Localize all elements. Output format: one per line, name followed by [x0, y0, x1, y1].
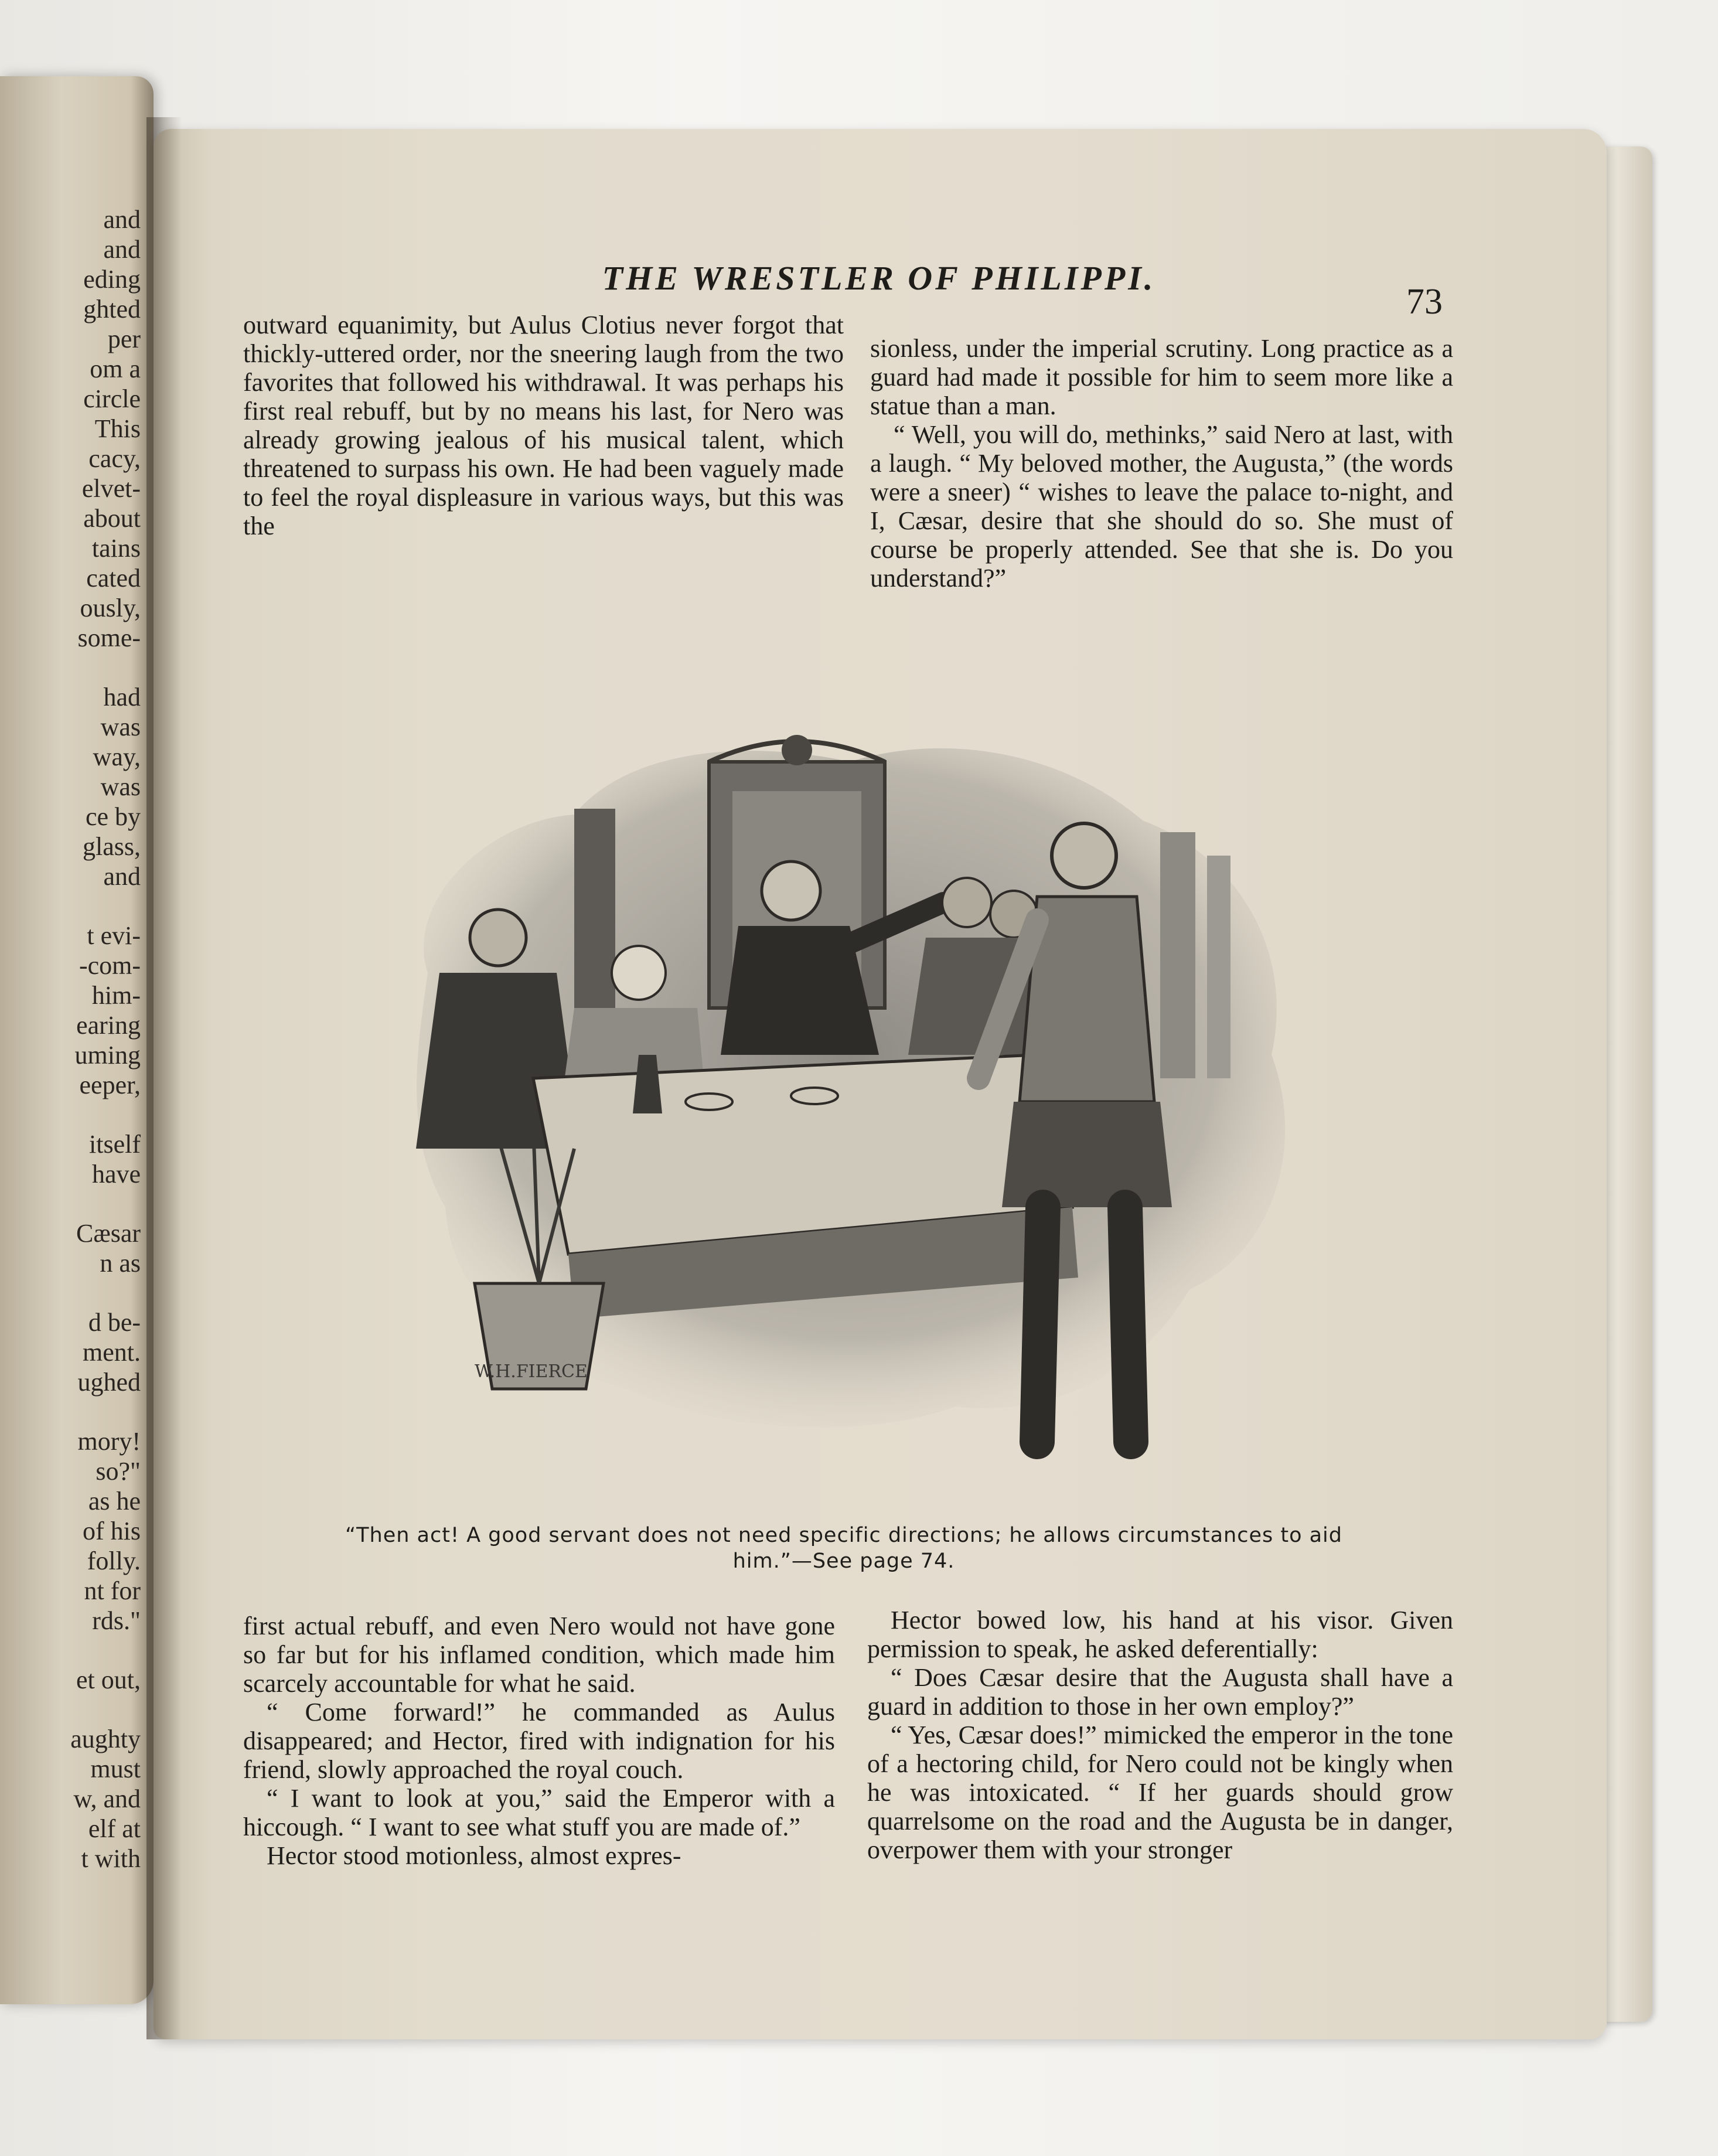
left-page-line: n as: [100, 1249, 141, 1278]
left-page-line: him-: [91, 981, 141, 1010]
left-page-line: ughed: [77, 1368, 141, 1397]
left-page-line: om a: [90, 355, 141, 383]
left-page-line: Cæsar: [76, 1219, 141, 1248]
left-page-line: way,: [93, 742, 141, 771]
left-page-line: -com-: [79, 951, 141, 980]
top-left-column: [243, 311, 844, 540]
left-page-line: d be-: [88, 1308, 141, 1337]
running-head: THE WRESTLER OF PHILIPPI.: [602, 259, 1156, 297]
left-page-line: tains: [91, 534, 141, 563]
left-page-line: as he: [88, 1487, 141, 1515]
left-page-line: uming: [74, 1041, 141, 1070]
left-page-line: must: [90, 1755, 141, 1783]
gutter-shadow: [146, 117, 182, 2039]
left-page-line: was: [100, 772, 141, 801]
left-page-line: about: [83, 504, 141, 533]
banquet-table: [533, 1055, 1078, 1319]
paragraph: “ I want to look at you,” said the Emperor with a hiccough. “ I want to see what stuff you are made of.”: [243, 1784, 835, 1841]
left-facing-page: [0, 76, 154, 2004]
left-page-line: elf at: [88, 1814, 141, 1843]
left-page-line: cated: [86, 564, 141, 592]
left-page-line: glass,: [83, 832, 141, 861]
paragraph: “ Well, you will do, methinks,” said Nero at last, with a laugh. “ My beloved mother, the Augusta,” (the words were a sneer) “ wishes to leave the palace to-night, and I, Cæsar, desire that she should do so. She must of course be properly attended. See that she is. Do you understand?”: [870, 420, 1453, 592]
left-page-line: ce by: [85, 802, 141, 831]
left-page-line: ment.: [83, 1338, 141, 1367]
left-page-line: rds.": [92, 1606, 141, 1635]
left-page-line: ghted: [83, 295, 141, 323]
illustration-caption: “Then act! A good servant does not need specific directions; he allows circumstances to aid him.”—See page 74.: [345, 1524, 1342, 1573]
left-page-line: cacy,: [88, 444, 141, 473]
left-page-line: and: [103, 205, 141, 234]
left-page-line: per: [107, 325, 141, 353]
left-page-line: folly.: [87, 1547, 141, 1575]
left-page-line: some-: [77, 624, 141, 652]
left-page-line: This: [94, 414, 141, 443]
paragraph: Hector stood motionless, almost expres-: [267, 1841, 681, 1870]
banquet-illustration: [381, 727, 1348, 1512]
left-page-line: had: [103, 683, 141, 711]
left-page-line: circle: [83, 384, 141, 413]
left-page-line: t evi-: [87, 921, 141, 950]
top-right-column: [870, 334, 1453, 592]
left-page-line: have: [91, 1160, 141, 1188]
left-page-line: aughty: [70, 1725, 141, 1753]
left-page-line: ously,: [80, 594, 141, 622]
paragraph: Hector bowed low, his hand at his visor. Given permission to speak, he asked deferentially:: [867, 1606, 1453, 1663]
left-page-line: mory!: [77, 1427, 141, 1456]
left-page-line: elvet-: [81, 474, 141, 503]
illustrator-signature: W.H.FIERCE: [475, 1361, 588, 1382]
paragraph: “ Come forward!” he commanded as Aulus disappeared; and Hector, fired with indignation for his friend, slowly approached the royal couch.: [243, 1698, 835, 1784]
left-page-line: and: [103, 235, 141, 264]
bottom-left-column: [243, 1612, 835, 1870]
left-page-line: and: [103, 862, 141, 891]
left-page-line: w, and: [73, 1784, 141, 1813]
left-page-line: earing: [76, 1011, 141, 1040]
page-number: 73: [1406, 282, 1443, 322]
left-page-line: t with: [81, 1844, 141, 1873]
left-page-line: so?": [96, 1457, 141, 1486]
left-page-line: et out,: [76, 1665, 141, 1694]
left-page-line: itself: [89, 1130, 141, 1159]
paragraph: “ Yes, Cæsar does!” mimicked the emperor in the tone of a hectoring child, for Nero could not be kingly when he was intoxicated. “ If her guards should grow quarrelsome on the road and the Augusta be in danger, overpower them with your stronger: [867, 1721, 1453, 1864]
left-page-line: was: [100, 713, 141, 741]
paragraph: “ Does Cæsar desire that the Augusta shall have a guard in addition to those in her own employ?”: [867, 1663, 1453, 1721]
left-page-line: nt for: [84, 1576, 141, 1605]
left-page-line: of his: [83, 1517, 141, 1545]
bottom-right-column: [867, 1606, 1453, 1864]
left-page-line: eeper,: [79, 1071, 141, 1099]
left-page-line: eding: [83, 265, 141, 294]
paragraph: first actual rebuff, and even Nero would not have gone so far but for his inflamed condition, which made him scarcely accountable for what he said.: [243, 1612, 835, 1698]
paragraph: sionless, under the imperial scrutiny. Long practice as a guard had made it possible for him to seem more like a statue than a man.: [870, 334, 1453, 420]
paragraph: outward equanimity, but Aulus Clotius never forgot that thickly-uttered order, nor the sneering laugh from the two favorites that followed his withdrawal. It was perhaps his first real rebuff, but by no means his last, for Nero was already growing jealous of his musical talent, which threatened to surpass his own. He had been vaguely made to feel the royal displeasure in various ways, but this was the: [243, 311, 844, 540]
